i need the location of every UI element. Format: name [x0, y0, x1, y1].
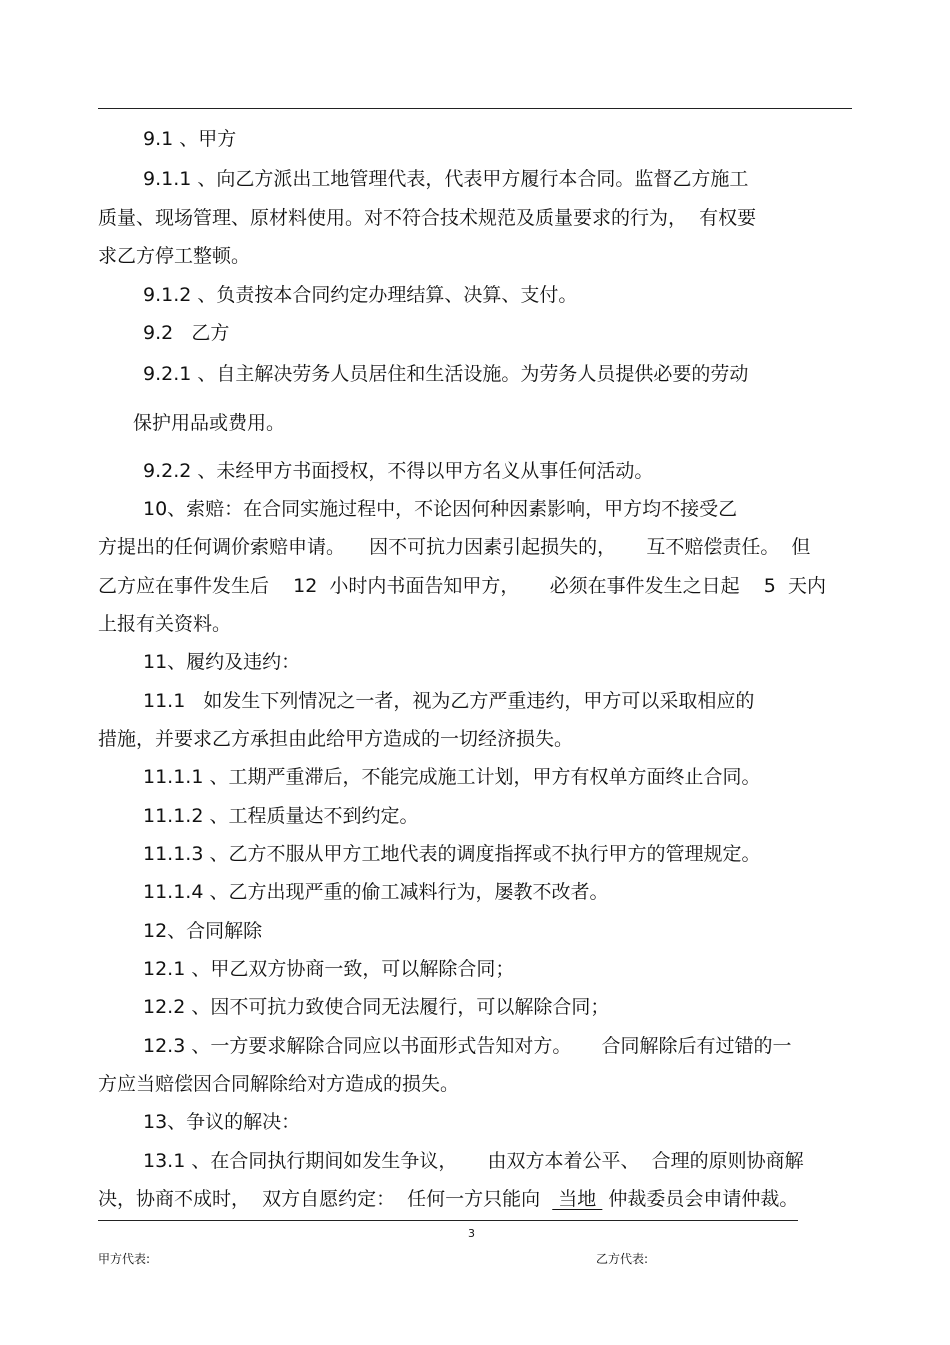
text-line: 13.1 、在合同执行期间如发生争议， 由双方本着公平、 合理的原则协商解	[143, 1150, 804, 1172]
text-line: 方提出的任何调价索赔申请。 因不可抗力因素引起损失的， 互不赔偿责任。 但	[98, 536, 811, 558]
text-segment: 决，协商不成时， 双方自愿约定： 任何一方只能向	[98, 1188, 553, 1210]
text-line: 9.2.2 、未经甲方书面授权，不得以甲方名义从事任何活动。	[143, 460, 654, 482]
arbitration-line	[98, 1187, 798, 1211]
party-a-representative-label: 甲方代表:	[98, 1252, 151, 1266]
header-rule	[98, 108, 852, 109]
text-line: 11.1.4 、乙方出现严重的偷工减料行为，屡教不改者。	[143, 881, 609, 903]
text-line: 9.1.1 、向乙方派出工地管理代表，代表甲方履行本合同。监督乙方施工	[143, 168, 749, 190]
text-line: 保护用品或费用。	[133, 412, 286, 434]
text-line: 质量、现场管理、原材料使用。对不符合技术规范及质量要求的行为， 有权要	[98, 207, 757, 229]
text-line: 11.1.2 、工程质量达不到约定。	[143, 805, 419, 827]
text-line: 措施，并要求乙方承担由此给甲方造成的一切经济损失。	[98, 728, 574, 750]
text-line: 方应当赔偿因合同解除给对方造成的损失。	[98, 1073, 460, 1095]
arbitration-venue-field: 当地	[552, 1188, 603, 1210]
text-line: 9.1 、甲方	[143, 128, 237, 150]
text-line: 11.1 如发生下列情况之一者，视为乙方严重违约，甲方可以采取相应的	[143, 690, 755, 712]
text-line: 9.2 乙方	[143, 322, 230, 344]
text-line: 11.1.3 、乙方不服从甲方工地代表的调度指挥或不执行甲方的管理规定。	[143, 843, 761, 865]
footer-rule	[98, 1220, 798, 1221]
page-number: 3	[468, 1227, 475, 1240]
text-line: 11、履约及违约：	[143, 651, 301, 673]
text-line: 9.1.2 、负责按本合同约定办理结算、决算、支付。	[143, 284, 578, 306]
text-segment: 仲裁委员会申请仲裁。	[602, 1188, 799, 1210]
text-line: 乙方应在事件发生后 12 小时内书面告知甲方， 必须在事件发生之日起 5 天内	[98, 575, 826, 597]
text-line: 12.3 、一方要求解除合同应以书面形式告知对方。 合同解除后有过错的一	[143, 1035, 792, 1057]
party-b-representative-label: 乙方代表:	[596, 1252, 649, 1266]
text-line: 10、索赔：在合同实施过程中，不论因何种因素影响，甲方均不接受乙	[143, 498, 738, 520]
text-line: 13、争议的解决：	[143, 1111, 301, 1133]
text-line: 9.2.1 、自主解决劳务人员居住和生活设施。为劳务人员提供必要的劳动	[143, 363, 749, 385]
text-line: 12.1 、甲乙双方协商一致，可以解除合同；	[143, 958, 515, 980]
text-line: 11.1.1 、工期严重滞后，不能完成施工计划，甲方有权单方面终止合同。	[143, 766, 761, 788]
text-line: 12、合同解除	[143, 920, 263, 942]
text-line: 上报有关资料。	[98, 613, 232, 635]
text-line: 12.2 、因不可抗力致使合同无法履行，可以解除合同；	[143, 996, 610, 1018]
text-line: 求乙方停工整顿。	[98, 245, 251, 267]
